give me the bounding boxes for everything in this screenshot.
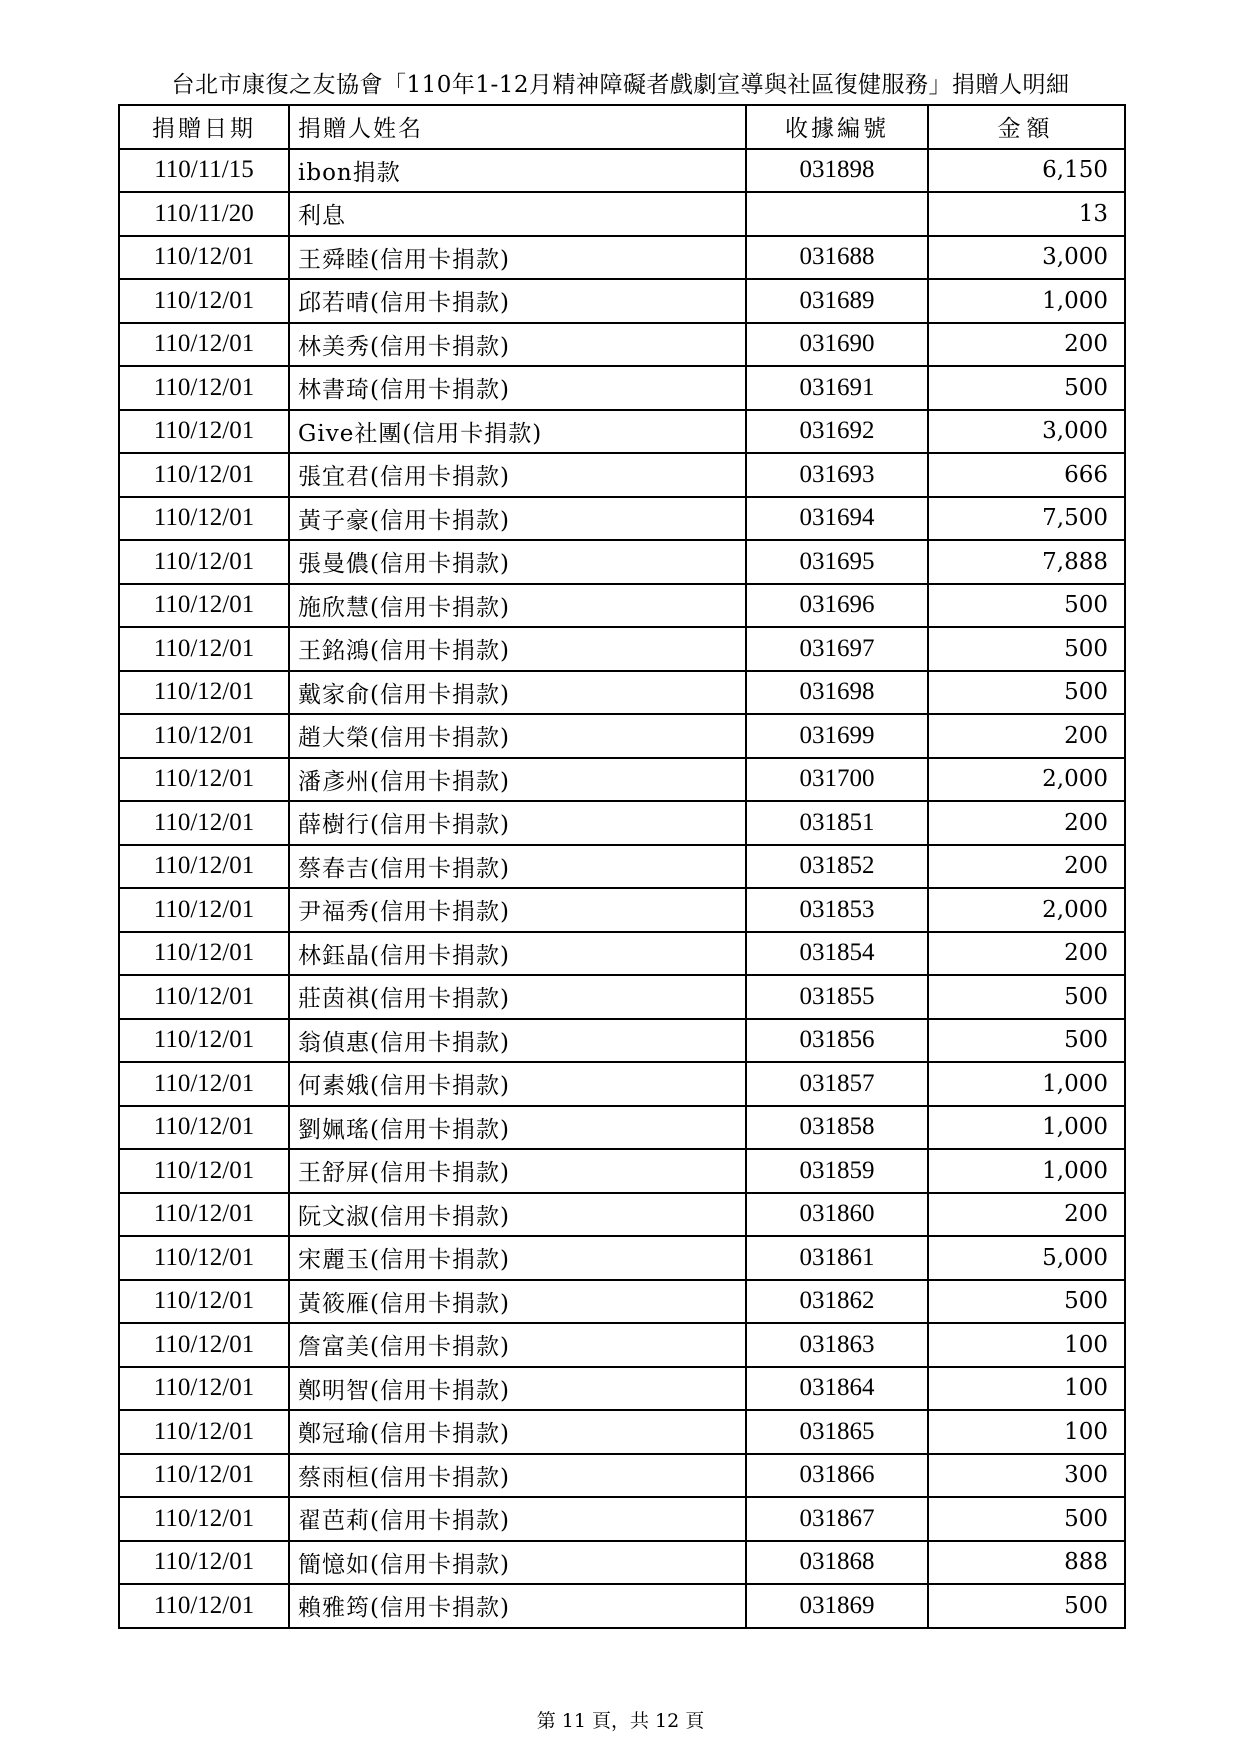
cell-receipt-number: 031862 [746,1280,928,1324]
cell-donor-name: 阮文淑(信用卡捐款) [289,1193,746,1237]
cell-receipt-number: 031863 [746,1323,928,1367]
cell-date: 110/12/01 [119,366,289,410]
table-row [119,1454,1125,1498]
cell-date: 110/12/01 [119,323,289,367]
cell-date: 110/12/01 [119,627,289,671]
cell-amount: 500 [928,975,1125,1019]
cell-receipt-number: 031855 [746,975,928,1019]
cell-receipt-number: 031694 [746,497,928,541]
header-donor-name: 捐贈人姓名 [289,105,746,149]
cell-receipt-number: 031695 [746,540,928,584]
table-row [119,497,1125,541]
cell-amount: 500 [928,1584,1125,1628]
cell-donor-name: 黃筱雁(信用卡捐款) [289,1280,746,1324]
cell-date: 110/12/01 [119,497,289,541]
cell-date: 110/12/01 [119,1236,289,1280]
cell-amount: 6,150 [928,149,1125,193]
cell-receipt-number: 031864 [746,1367,928,1411]
cell-receipt-number: 031853 [746,888,928,932]
cell-receipt-number: 031867 [746,1497,928,1541]
cell-receipt-number [746,192,928,236]
cell-date: 110/12/01 [119,1367,289,1411]
table-row [119,1149,1125,1193]
table-row [119,758,1125,802]
cell-amount: 1,000 [928,1149,1125,1193]
cell-donor-name: 莊茵祺(信用卡捐款) [289,975,746,1019]
cell-receipt-number: 031868 [746,1541,928,1585]
donor-table [118,104,1126,1629]
cell-amount: 2,000 [928,888,1125,932]
cell-date: 110/12/01 [119,975,289,1019]
cell-donor-name: 賴雅筠(信用卡捐款) [289,1584,746,1628]
cell-amount: 100 [928,1410,1125,1454]
cell-receipt-number: 031697 [746,627,928,671]
cell-date: 110/12/01 [119,845,289,889]
table-row [119,1062,1125,1106]
cell-receipt-number: 031698 [746,671,928,715]
table-row [119,975,1125,1019]
table-row [119,1410,1125,1454]
cell-receipt-number: 031859 [746,1149,928,1193]
cell-amount: 500 [928,1280,1125,1324]
cell-amount: 200 [928,845,1125,889]
cell-date: 110/12/01 [119,410,289,454]
cell-receipt-number: 031857 [746,1062,928,1106]
cell-donor-name: 王銘鴻(信用卡捐款) [289,627,746,671]
cell-date: 110/12/01 [119,1541,289,1585]
cell-donor-name: Give社團(信用卡捐款) [289,410,746,454]
table-row [119,236,1125,280]
cell-date: 110/12/01 [119,1323,289,1367]
table-row [119,323,1125,367]
cell-amount: 100 [928,1323,1125,1367]
header-amount: 金額 [928,105,1125,149]
cell-date: 110/12/01 [119,1454,289,1498]
cell-donor-name: ibon捐款 [289,149,746,193]
cell-donor-name: 趙大榮(信用卡捐款) [289,714,746,758]
cell-donor-name: 詹富美(信用卡捐款) [289,1323,746,1367]
table-row [119,1584,1125,1628]
cell-amount: 100 [928,1367,1125,1411]
cell-amount: 1,000 [928,1106,1125,1150]
cell-amount: 7,888 [928,540,1125,584]
cell-amount: 3,000 [928,410,1125,454]
cell-amount: 500 [928,627,1125,671]
cell-donor-name: 薛樹行(信用卡捐款) [289,801,746,845]
cell-date: 110/12/01 [119,584,289,628]
table-row [119,714,1125,758]
cell-amount: 888 [928,1541,1125,1585]
cell-date: 110/11/15 [119,149,289,193]
cell-donor-name: 宋麗玉(信用卡捐款) [289,1236,746,1280]
cell-amount: 7,500 [928,497,1125,541]
cell-donor-name: 林鈺晶(信用卡捐款) [289,932,746,976]
cell-donor-name: 林美秀(信用卡捐款) [289,323,746,367]
cell-donor-name: 邱若晴(信用卡捐款) [289,279,746,323]
cell-date: 110/12/01 [119,1019,289,1063]
table-row [119,1323,1125,1367]
header-date: 捐贈日期 [119,105,289,149]
cell-date: 110/12/01 [119,279,289,323]
cell-donor-name: 王舒屏(信用卡捐款) [289,1149,746,1193]
cell-amount: 2,000 [928,758,1125,802]
table-row [119,366,1125,410]
cell-donor-name: 潘彥州(信用卡捐款) [289,758,746,802]
table-row [119,1236,1125,1280]
cell-date: 110/12/01 [119,1149,289,1193]
cell-receipt-number: 031690 [746,323,928,367]
table-row [119,932,1125,976]
table-row [119,801,1125,845]
cell-amount: 1,000 [928,1062,1125,1106]
cell-receipt-number: 031851 [746,801,928,845]
cell-donor-name: 利息 [289,192,746,236]
cell-date: 110/12/01 [119,453,289,497]
cell-receipt-number: 031898 [746,149,928,193]
cell-amount: 666 [928,453,1125,497]
cell-receipt-number: 031860 [746,1193,928,1237]
table-row [119,149,1125,193]
cell-date: 110/12/01 [119,671,289,715]
table-row [119,845,1125,889]
cell-donor-name: 劉姵瑤(信用卡捐款) [289,1106,746,1150]
cell-amount: 200 [928,714,1125,758]
cell-receipt-number: 031693 [746,453,928,497]
cell-date: 110/12/01 [119,1062,289,1106]
cell-date: 110/12/01 [119,540,289,584]
cell-receipt-number: 031692 [746,410,928,454]
cell-date: 110/12/01 [119,1584,289,1628]
cell-receipt-number: 031696 [746,584,928,628]
cell-receipt-number: 031869 [746,1584,928,1628]
cell-amount: 200 [928,801,1125,845]
cell-donor-name: 施欣慧(信用卡捐款) [289,584,746,628]
cell-donor-name: 翁偵惠(信用卡捐款) [289,1019,746,1063]
page-footer: 第 11 頁，共 12 頁 [536,1710,705,1732]
table-row [119,888,1125,932]
table-row [119,1367,1125,1411]
header-receipt-number: 收據編號 [746,105,928,149]
cell-date: 110/12/01 [119,888,289,932]
cell-receipt-number: 031691 [746,366,928,410]
cell-date: 110/12/01 [119,236,289,280]
cell-amount: 500 [928,584,1125,628]
cell-receipt-number: 031689 [746,279,928,323]
table-row [119,627,1125,671]
cell-amount: 200 [928,323,1125,367]
cell-date: 110/12/01 [119,1497,289,1541]
cell-donor-name: 蔡春吉(信用卡捐款) [289,845,746,889]
cell-date: 110/12/01 [119,801,289,845]
table-row [119,279,1125,323]
cell-date: 110/12/01 [119,1193,289,1237]
table-row [119,192,1125,236]
cell-donor-name: 張曼儂(信用卡捐款) [289,540,746,584]
cell-donor-name: 林書琦(信用卡捐款) [289,366,746,410]
table-row [119,1280,1125,1324]
table-row [119,1106,1125,1150]
cell-receipt-number: 031866 [746,1454,928,1498]
cell-donor-name: 翟芭莉(信用卡捐款) [289,1497,746,1541]
table-row [119,1541,1125,1585]
cell-donor-name: 戴家俞(信用卡捐款) [289,671,746,715]
cell-receipt-number: 031856 [746,1019,928,1063]
cell-donor-name: 簡憶如(信用卡捐款) [289,1541,746,1585]
cell-receipt-number: 031858 [746,1106,928,1150]
cell-donor-name: 何素娥(信用卡捐款) [289,1062,746,1106]
cell-date: 110/12/01 [119,932,289,976]
cell-receipt-number: 031854 [746,932,928,976]
cell-amount: 200 [928,932,1125,976]
cell-donor-name: 尹福秀(信用卡捐款) [289,888,746,932]
table-row [119,671,1125,715]
cell-date: 110/11/20 [119,192,289,236]
cell-receipt-number: 031861 [746,1236,928,1280]
cell-amount: 500 [928,1019,1125,1063]
cell-receipt-number: 031699 [746,714,928,758]
cell-donor-name: 鄭冠瑜(信用卡捐款) [289,1410,746,1454]
cell-date: 110/12/01 [119,714,289,758]
table-row [119,584,1125,628]
cell-receipt-number: 031852 [746,845,928,889]
cell-donor-name: 王舜睦(信用卡捐款) [289,236,746,280]
cell-date: 110/12/01 [119,758,289,802]
table-row [119,1019,1125,1063]
table-row [119,1497,1125,1541]
table-row [119,410,1125,454]
cell-date: 110/12/01 [119,1106,289,1150]
document-title: 台北市康復之友協會「110年1-12月精神障礙者戲劇宣導與社區復健服務」捐贈人明細 [171,72,1070,98]
table-row [119,1193,1125,1237]
cell-receipt-number: 031688 [746,236,928,280]
table-header-row [119,105,1125,149]
table-body [119,149,1125,1628]
cell-amount: 200 [928,1193,1125,1237]
cell-date: 110/12/01 [119,1280,289,1324]
cell-amount: 5,000 [928,1236,1125,1280]
cell-donor-name: 黃子豪(信用卡捐款) [289,497,746,541]
cell-donor-name: 張宜君(信用卡捐款) [289,453,746,497]
cell-amount: 1,000 [928,279,1125,323]
cell-amount: 500 [928,1497,1125,1541]
cell-amount: 500 [928,366,1125,410]
cell-donor-name: 鄭明智(信用卡捐款) [289,1367,746,1411]
cell-amount: 13 [928,192,1125,236]
cell-amount: 300 [928,1454,1125,1498]
cell-amount: 3,000 [928,236,1125,280]
table-row [119,540,1125,584]
cell-receipt-number: 031700 [746,758,928,802]
table-row [119,453,1125,497]
cell-receipt-number: 031865 [746,1410,928,1454]
cell-date: 110/12/01 [119,1410,289,1454]
cell-amount: 500 [928,671,1125,715]
cell-donor-name: 蔡雨桓(信用卡捐款) [289,1454,746,1498]
